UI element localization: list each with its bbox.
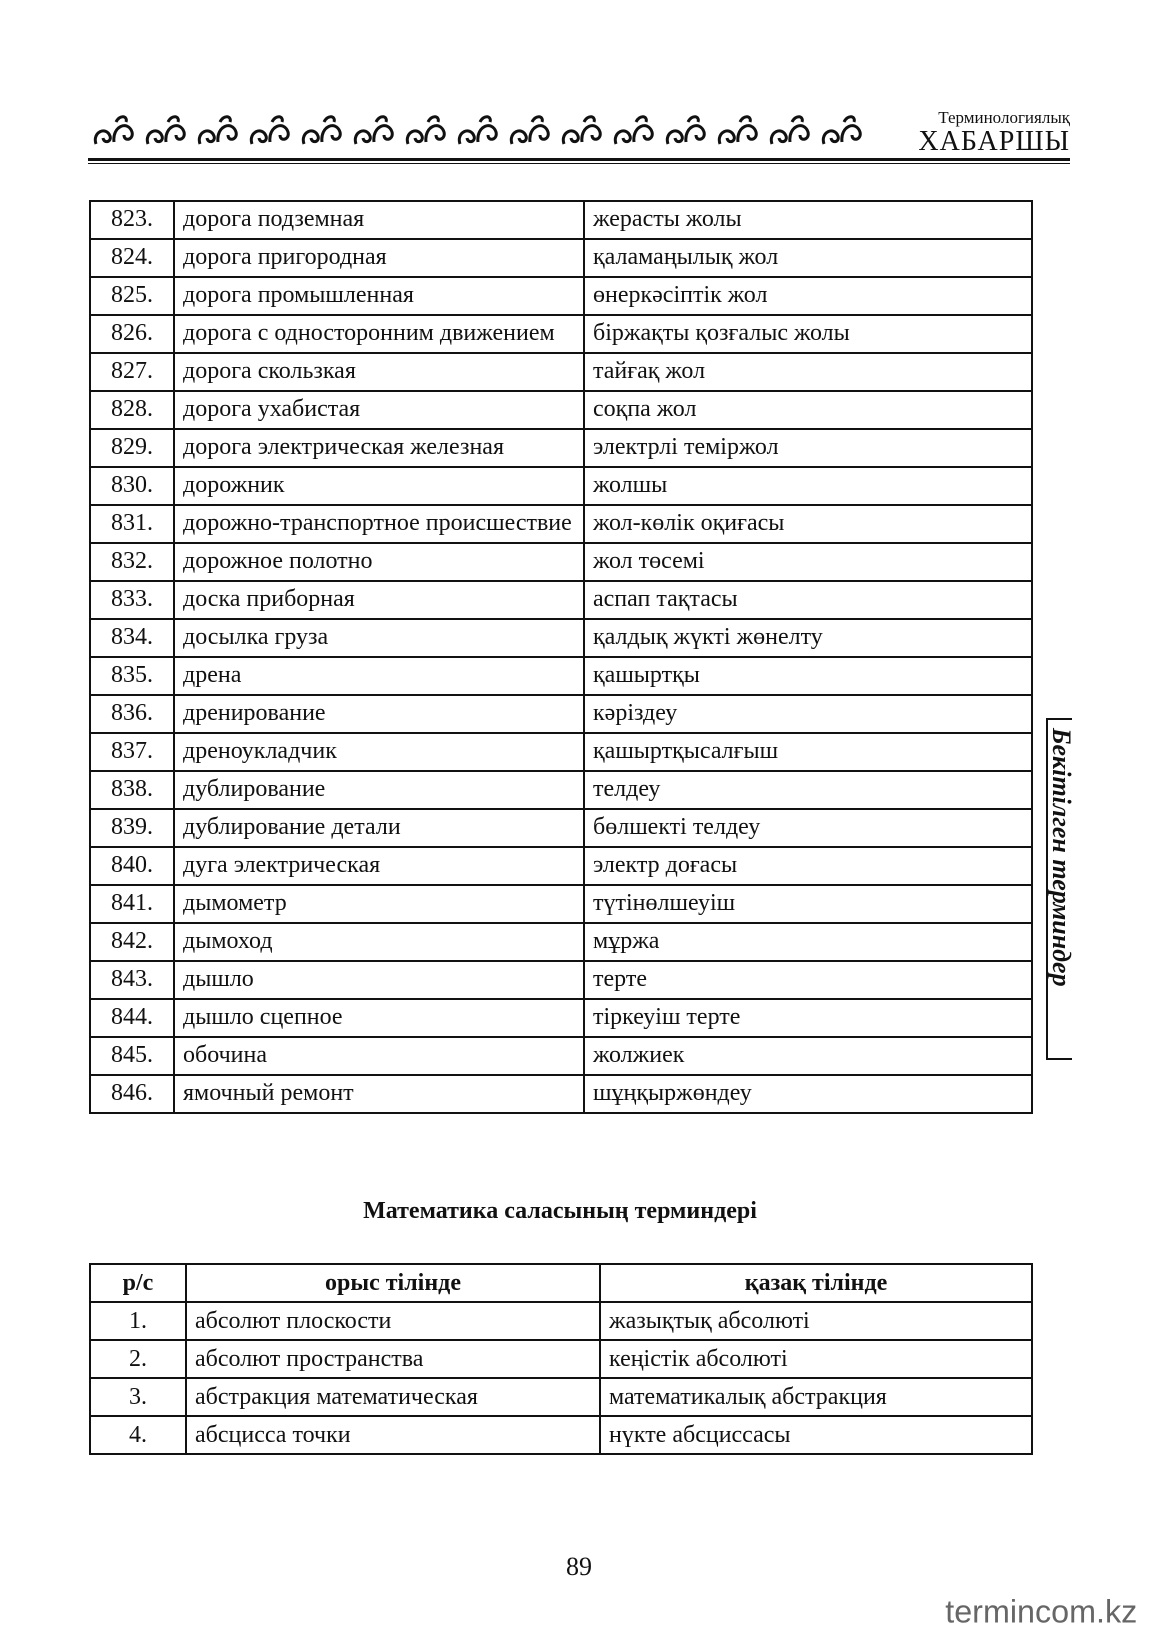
cell-russian: дрена [174,657,584,695]
ornament-scroll [355,117,392,144]
table-row [90,695,1032,733]
cell-number: 828. [90,391,174,429]
ornament-scroll [459,117,496,144]
cell-kazakh: жол төсемі [584,543,1032,581]
cell-kazakh: аспап тақтасы [584,581,1032,619]
cell-number: 825. [90,277,174,315]
table-row [90,771,1032,809]
cell-russian: дорожное полотно [174,543,584,581]
table-row [90,1340,1032,1378]
table-row [90,201,1032,239]
cell-kazakh: біржақты қозғалыс жолы [584,315,1032,353]
cell-russian: абсцисса точки [186,1416,600,1454]
cell-kazakh: шұңқыржөндеу [584,1075,1032,1113]
cell-kazakh: телдеу [584,771,1032,809]
cell-russian: доска приборная [174,581,584,619]
ornament-scroll [147,117,184,144]
cell-number: 840. [90,847,174,885]
table-row [90,733,1032,771]
section-title: Математика саласының терминдері [363,1198,757,1224]
cell-russian: дорога электрическая железная [174,429,584,467]
cell-kazakh: қашыртқысалғыш [584,733,1032,771]
ornament-scroll [719,117,756,144]
table-row [90,239,1032,277]
table-row [90,1075,1032,1113]
ornament-scroll [667,117,704,144]
cell-russian: дуга электрическая [174,847,584,885]
table-row [90,429,1032,467]
ornament-scroll [511,117,548,144]
header-rule-thin [88,163,1070,164]
cell-russian: дорога подземная [174,201,584,239]
cell-kazakh: соқпа жол [584,391,1032,429]
table-row [90,847,1032,885]
table-row [90,885,1032,923]
table-row [90,1302,1032,1340]
table-row [90,1378,1032,1416]
cell-number: 3. [90,1378,186,1416]
cell-russian: дышло [174,961,584,999]
cell-russian: обочина [174,1037,584,1075]
cell-number: 845. [90,1037,174,1075]
watermark-text: termincom.kz [945,1593,1138,1630]
header-kazakh: қазақ тілінде [600,1264,1032,1302]
cell-kazakh: өнеркәсіптік жол [584,277,1032,315]
table-row [90,277,1032,315]
side-label [1046,728,1086,1058]
cell-number: 833. [90,581,174,619]
cell-kazakh: мұржа [584,923,1032,961]
cell-kazakh: электр доғасы [584,847,1032,885]
side-rule-bottom [1046,1058,1072,1060]
table-row [90,961,1032,999]
cell-russian: ямочный ремонт [174,1075,584,1113]
terms-table [89,200,1033,1114]
watermark-logo-icon [940,1592,1150,1630]
cell-number: 836. [90,695,174,733]
table-row [90,657,1032,695]
cell-kazakh: терте [584,961,1032,999]
cell-russian: дорога промышленная [174,277,584,315]
table-row [90,315,1032,353]
cell-number: 4. [90,1416,186,1454]
cell-russian: дорога ухабистая [174,391,584,429]
cell-kazakh: қалдық жүкті жөнелту [584,619,1032,657]
cell-number: 827. [90,353,174,391]
cell-russian: дублирование [174,771,584,809]
cell-number: 846. [90,1075,174,1113]
cell-russian: абсолют пространства [186,1340,600,1378]
ornament-scroll [303,117,340,144]
cell-number: 824. [90,239,174,277]
table-row [90,581,1032,619]
cell-russian: дышло сцепное [174,999,584,1037]
cell-kazakh: математикалық абстракция [600,1378,1032,1416]
ornament-scroll [615,117,652,144]
cell-number: 842. [90,923,174,961]
cell-kazakh: тіркеуіш терте [584,999,1032,1037]
table-header-row [90,1264,1032,1302]
side-label-text: Бекітілген терминдер [1047,728,1076,987]
page-number: 89 [566,1552,592,1581]
cell-number: 835. [90,657,174,695]
cell-kazakh: жол-көлік оқиғасы [584,505,1032,543]
cell-number: 837. [90,733,174,771]
header-rule [88,158,1070,161]
cell-kazakh: жерасты жолы [584,201,1032,239]
table-row [90,923,1032,961]
cell-number: 826. [90,315,174,353]
side-rule-top [1046,718,1072,720]
table-row [90,809,1032,847]
ornament-scroll [407,117,444,144]
cell-kazakh: кәріздеу [584,695,1032,733]
cell-kazakh: түтінөлшеуіш [584,885,1032,923]
cell-number: 829. [90,429,174,467]
header-num: р/с [90,1264,186,1302]
cell-kazakh: жолжиек [584,1037,1032,1075]
cell-russian: дреноукладчик [174,733,584,771]
cell-number: 841. [90,885,174,923]
brand-subtitle: Терминологиялық [938,108,1070,127]
ornament-scroll [823,117,860,144]
cell-number: 830. [90,467,174,505]
cell-kazakh: жазықтық абсолюті [600,1302,1032,1340]
cell-russian: дорожник [174,467,584,505]
cell-number: 843. [90,961,174,999]
cell-kazakh: тайғақ жол [584,353,1032,391]
cell-russian: дренирование [174,695,584,733]
cell-kazakh: электрлі теміржол [584,429,1032,467]
header-russian: орыс тілінде [186,1264,600,1302]
cell-russian: дымоход [174,923,584,961]
cell-russian: дымометр [174,885,584,923]
cell-russian: абстракция математическая [186,1378,600,1416]
cell-russian: дорога с односторонним движением [174,315,584,353]
cell-number: 839. [90,809,174,847]
table-row [90,1416,1032,1454]
table-row [90,619,1032,657]
brand-title: ХАБАРШЫ [918,126,1070,157]
cell-russian: досылка груза [174,619,584,657]
ornament-scroll [251,117,288,144]
table-row [90,543,1032,581]
ornament-scroll [95,117,132,144]
cell-number: 832. [90,543,174,581]
cell-russian: дорога пригородная [174,239,584,277]
table-row [90,391,1032,429]
table-row [90,467,1032,505]
cell-kazakh: қашыртқы [584,657,1032,695]
cell-kazakh: жолшы [584,467,1032,505]
cell-kazakh: қаламаңылық жол [584,239,1032,277]
cell-kazakh: нүкте абсциссасы [600,1416,1032,1454]
table-row [90,999,1032,1037]
cell-russian: абсолют плоскости [186,1302,600,1340]
math-terms-table [89,1263,1033,1455]
table-row [90,353,1032,391]
cell-number: 844. [90,999,174,1037]
ornament-scroll [563,117,600,144]
table-row [90,505,1032,543]
cell-number: 838. [90,771,174,809]
cell-number: 834. [90,619,174,657]
ornament-border-icon [88,108,878,154]
page-header [88,100,1070,162]
cell-russian: дорога скользкая [174,353,584,391]
journal-brand [918,108,1070,156]
table-row [90,1037,1032,1075]
cell-kazakh: кеңістік абсолюті [600,1340,1032,1378]
cell-number: 831. [90,505,174,543]
ornament-scroll [199,117,236,144]
cell-russian: дублирование детали [174,809,584,847]
cell-number: 2. [90,1340,186,1378]
cell-russian: дорожно-транспортное происшествие [174,505,584,543]
ornament-scroll [771,117,808,144]
cell-number: 823. [90,201,174,239]
cell-number: 1. [90,1302,186,1340]
cell-kazakh: бөлшекті телдеу [584,809,1032,847]
